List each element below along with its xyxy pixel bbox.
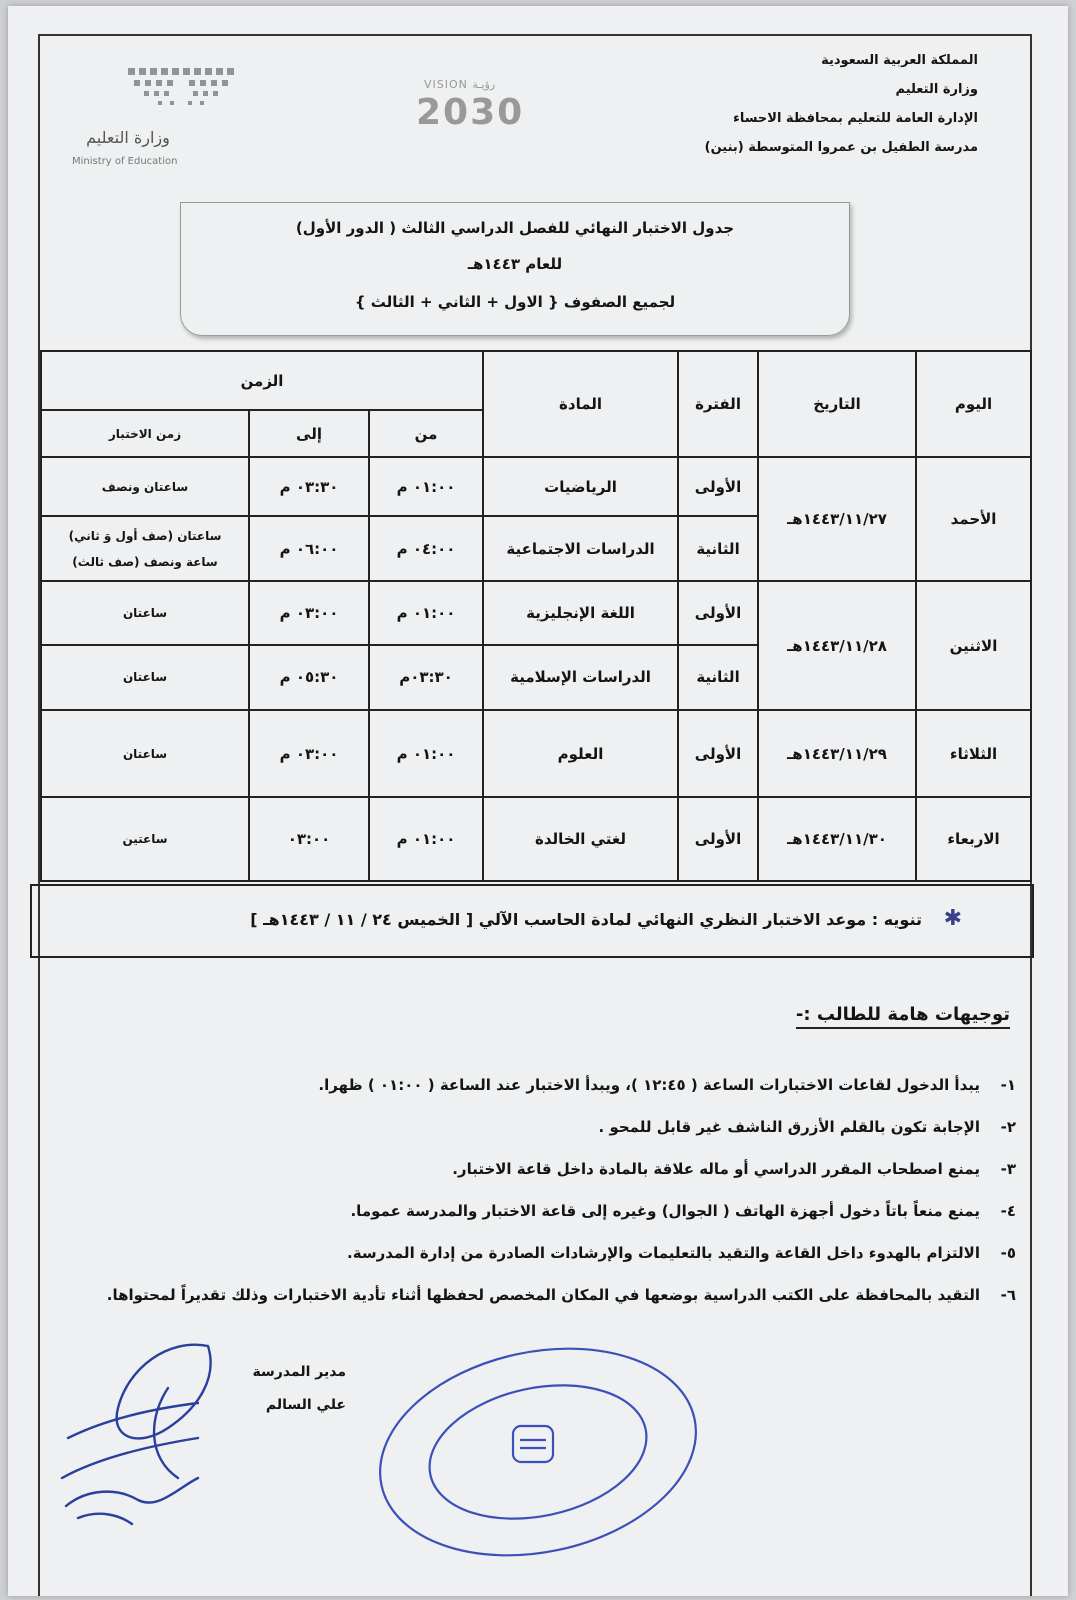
- cell-day: الاربعاء: [916, 797, 1031, 881]
- title-line-2: للعام ١٤٤٣هـ: [467, 255, 563, 273]
- list-item: [76, 1232, 1016, 1274]
- exam-schedule-table: [40, 350, 1032, 882]
- cell-date: ١٤٤٣/١١/٢٧هـ: [758, 457, 916, 581]
- handwritten-signature: [48, 1328, 278, 1538]
- cell-from: ٠١:٠٠ م: [369, 710, 483, 798]
- header-time: الزمن: [41, 351, 483, 410]
- table-row: [41, 581, 1031, 644]
- cell-duration: ساعتان: [41, 710, 249, 798]
- cell-period: الأولى: [678, 797, 758, 881]
- cell-date: ١٤٤٣/١١/٢٨هـ: [758, 581, 916, 709]
- cell-from: ٠١:٠٠ م: [369, 457, 483, 516]
- ministry-logo: [68, 64, 218, 174]
- item-number: ١-: [1000, 1076, 1016, 1094]
- item-number: ٣-: [1000, 1160, 1016, 1178]
- cell-duration: ساعتان: [41, 581, 249, 644]
- school-stamp: [368, 1340, 708, 1570]
- notice-text: تنويه : موعد الاختبار النظري النهائي لمادة الحاسب الآلي [ الخميس ٢٤ / ١١ / ١٤٤٣هـ ]: [250, 910, 922, 929]
- cell-to: ٠٣:٣٠ م: [249, 457, 369, 516]
- header-line-country: المملكة العربية السعودية: [821, 53, 978, 68]
- duration-line-2: ساعة ونصف (صف ثالث): [72, 554, 218, 569]
- cell-duration: ساعتان: [41, 645, 249, 710]
- cell-subject: اللغة الإنجليزية: [483, 581, 678, 644]
- cell-from: ٠١:٠٠ م: [369, 797, 483, 881]
- header-from: من: [369, 410, 483, 457]
- cell-duration: ساعتين: [41, 797, 249, 881]
- cell-subject: لغتي الخالدة: [483, 797, 678, 881]
- header-to: إلى: [249, 410, 369, 457]
- header-date: التاريخ: [758, 351, 916, 457]
- list-item: [76, 1190, 1016, 1232]
- ministry-logo-arabic: وزارة التعليم: [86, 128, 170, 147]
- cell-day: الأحمد: [916, 457, 1031, 581]
- item-number: ٦-: [1000, 1286, 1016, 1304]
- exam-title-box: [180, 202, 850, 336]
- instructions-list: [76, 1064, 1016, 1316]
- ministry-dots-icon: [126, 64, 236, 112]
- cell-date: ١٤٤٣/١١/٢٩هـ: [758, 710, 916, 798]
- title-line-1: جدول الاختبار النهائي للفصل الدراسي الثالث ( الدور الأول): [295, 219, 735, 237]
- header-institution: [638, 46, 978, 162]
- cell-to: ٠٦:٠٠ م: [249, 516, 369, 581]
- vision-year: 2030: [416, 92, 525, 133]
- instructions-title: توجيهات هامة للطالب :-: [796, 1004, 1010, 1029]
- header-line-school: مدرسة الطفيل بن عمروا المتوسطة (بنين): [704, 140, 978, 155]
- list-item: [76, 1148, 1016, 1190]
- header-subject: المادة: [483, 351, 678, 457]
- item-text: يمنع منعاً باتاً دخول أجهزة الهاتف ( الجوال) وغيره إلى قاعة الاختبار والمدرسة عموما.: [350, 1202, 980, 1220]
- list-item: [76, 1274, 1016, 1316]
- cell-subject: الدراسات الإسلامية: [483, 645, 678, 710]
- ministry-logo-english: Ministry of Education: [72, 156, 178, 167]
- title-line-3: لجميع الصفوف { الاول + الثاني + الثالث }: [354, 293, 676, 311]
- item-number: ٢-: [1000, 1118, 1016, 1136]
- duration-line-1: ساعتان (صف أول وَ ثاني): [68, 528, 222, 543]
- cell-subject: الدراسات الاجتماعية: [483, 516, 678, 581]
- cell-duration: ساعتان ونصف: [41, 457, 249, 516]
- cell-period: الثانية: [678, 645, 758, 710]
- cell-to: ٠٣:٠٠: [249, 797, 369, 881]
- vision-label: VISION رؤيـة: [424, 78, 496, 91]
- header-line-ministry: وزارة التعليم: [895, 82, 978, 97]
- cell-duration: [41, 516, 249, 581]
- cell-period: الأولى: [678, 457, 758, 516]
- vision-2030-logo: [416, 78, 576, 148]
- cell-day: الثلاثاء: [916, 710, 1031, 798]
- cell-to: ٠٣:٠٠ م: [249, 581, 369, 644]
- cell-period: الأولى: [678, 710, 758, 798]
- cell-subject: الرياضيات: [483, 457, 678, 516]
- table-row: [41, 797, 1031, 881]
- item-text: يمنع اصطحاب المقرر الدراسي أو ماله علاقة بالمادة داخل قاعة الاختبار.: [452, 1160, 980, 1178]
- cell-subject: العلوم: [483, 710, 678, 798]
- item-text: يبدأ الدخول لقاعات الاختبارات الساعة ( ١٢:٤٥ )، ويبدأ الاختبار عند الساعة ( ٠١:٠٠ ) ظهرا.: [318, 1076, 980, 1094]
- cell-date: ١٤٤٣/١١/٣٠هـ: [758, 797, 916, 881]
- header-line-directorate: الإدارة العامة للتعليم بمحافظة الاحساء: [733, 111, 978, 126]
- header-day: اليوم: [916, 351, 1031, 457]
- item-text: الالتزام بالهدوء داخل القاعة والتقيد بالتعليمات والإرشادات الصادرة من إدارة المدرسة.: [347, 1244, 980, 1262]
- item-number: ٥-: [1000, 1244, 1016, 1262]
- principal-name: علي السالم: [265, 1397, 346, 1413]
- list-item: [76, 1064, 1016, 1106]
- item-text: التقيد بالمحافظة على الكتب الدراسية بوضعها في المكان المخصص لحفظها أثناء تأدية الاختبارات وذلك تقديراً لمحتواها.: [106, 1286, 980, 1304]
- star-icon: ✱: [943, 906, 962, 931]
- cell-period: الثانية: [678, 516, 758, 581]
- principal-role: مدير المدرسة: [252, 1364, 346, 1380]
- header-duration: زمن الاختبار: [41, 410, 249, 457]
- item-number: ٤-: [1000, 1202, 1016, 1220]
- cell-from: ٠١:٠٠ م: [369, 581, 483, 644]
- list-item: [76, 1106, 1016, 1148]
- table-row: [41, 457, 1031, 516]
- cell-day: الاثنين: [916, 581, 1031, 709]
- cell-period: الأولى: [678, 581, 758, 644]
- cell-to: ٠٣:٠٠ م: [249, 710, 369, 798]
- item-text: الإجابة تكون بالقلم الأزرق الناشف غير قابل للمحو .: [598, 1118, 980, 1136]
- cell-from: ٠٣:٣٠م: [369, 645, 483, 710]
- cell-from: ٠٤:٠٠ م: [369, 516, 483, 581]
- header-period: الفترة: [678, 351, 758, 457]
- cell-to: ٠٥:٣٠ م: [249, 645, 369, 710]
- table-row: [41, 710, 1031, 798]
- notice-box: [30, 884, 1034, 958]
